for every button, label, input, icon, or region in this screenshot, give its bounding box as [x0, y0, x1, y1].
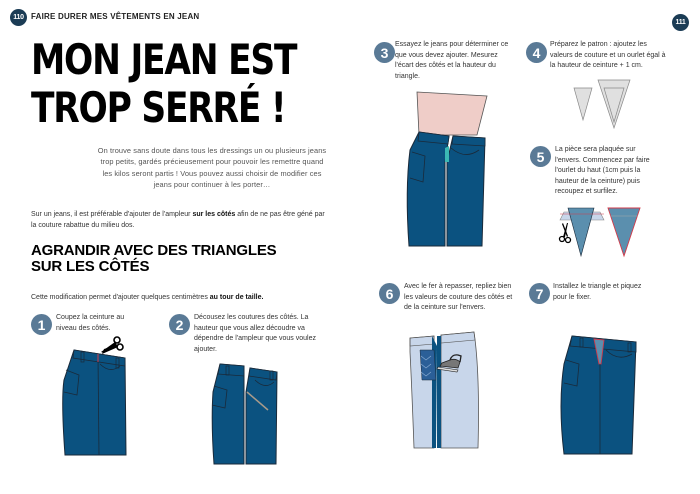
step-1-badge: 1	[31, 314, 52, 335]
jeans-illustration-step-2	[210, 362, 280, 467]
step-7-badge: 7	[529, 283, 550, 304]
step-6-text: Avec le fer à repasser, repliez bien les valeurs de couture des côtés et de la ceinture sur l'envers.	[404, 283, 513, 311]
step-3-text: Essayez le jeans pour déterminer ce que vous devez ajouter. Mesurez l'écart des côtés et la hauteur du triangle.	[395, 41, 509, 80]
step-3-badge: 3	[374, 42, 395, 63]
section-title-line-1: AGRANDIR AVEC DES TRIANGLES	[31, 242, 277, 259]
scissors-icon	[98, 336, 124, 356]
intro-paragraph: On trouve sans doute dans tous les dressings un ou plusieurs jeans trop petits, gardés précieusement pour pouvoir les remettre quand les kilos seront partis ! Vous pouvez aussi choisir de modifier ces jeans pour continuer à les porter…	[97, 146, 327, 189]
section-title	[31, 243, 276, 275]
right-page	[350, 0, 700, 494]
iron-icon	[436, 354, 466, 376]
scissors-icon	[558, 222, 572, 244]
body-text-after: afin de ne pas être géné par la couture rabattue du milieu dos.	[31, 211, 325, 229]
page-title	[31, 36, 296, 132]
page-number-badge: 111	[672, 14, 689, 31]
step-4-text: Préparez le patron : ajoutez les valeurs de couture et un ourlet égal à la hauteur de ceinture + 1 cm.	[550, 41, 666, 69]
section-intro-text: Cette modification permet d'ajouter quelques centimètres	[31, 294, 210, 301]
triangle-hem-illustration	[560, 206, 660, 261]
step-7-text: Installez le triangle et piquez pour le fixer.	[553, 283, 642, 301]
jeans-finished-illustration	[560, 334, 640, 456]
step-5-text: La pièce sera plaquée sur l'envers. Commencez par faire l'ourlet du haut (1cm puis la hauteur de la ceinture) puis recoupez et surfilez.	[555, 146, 650, 195]
title-line-2: TROP SERRÉ !	[31, 83, 286, 132]
title-line-1: MON JEAN EST	[31, 35, 297, 84]
step-4-badge: 4	[526, 42, 547, 63]
section-intro	[31, 292, 331, 303]
step-2-text: Décousez les coutures des côtés. La hauteur que vous allez découdre va dépendre de l'ampleur que vous voulez ajouter.	[194, 314, 316, 353]
jeans-illustration-step-1	[60, 340, 130, 460]
body-paragraph	[31, 209, 326, 231]
body-text-before: Sur un jeans, il est préférable d'ajouter de l'ampleur	[31, 211, 193, 218]
jeans-illustration-step-3	[407, 90, 487, 250]
running-head: FAIRE DURER MES VÊTEMENTS EN JEAN	[31, 12, 200, 21]
step-6-badge: 6	[379, 283, 400, 304]
section-title-line-2: SUR LES CÔTÉS	[31, 258, 150, 275]
jeans-inside-out-illustration	[408, 332, 493, 452]
step-2-badge: 2	[169, 314, 190, 335]
page-number-badge: 110	[10, 9, 27, 26]
triangle-pattern-illustration	[572, 78, 632, 128]
step-1-text: Coupez la ceinture au niveau des côtés.	[56, 314, 125, 332]
step-5-badge: 5	[530, 146, 551, 167]
section-intro-bold: au tour de taille.	[209, 294, 264, 301]
body-text-bold: sur les côtés	[192, 211, 236, 218]
